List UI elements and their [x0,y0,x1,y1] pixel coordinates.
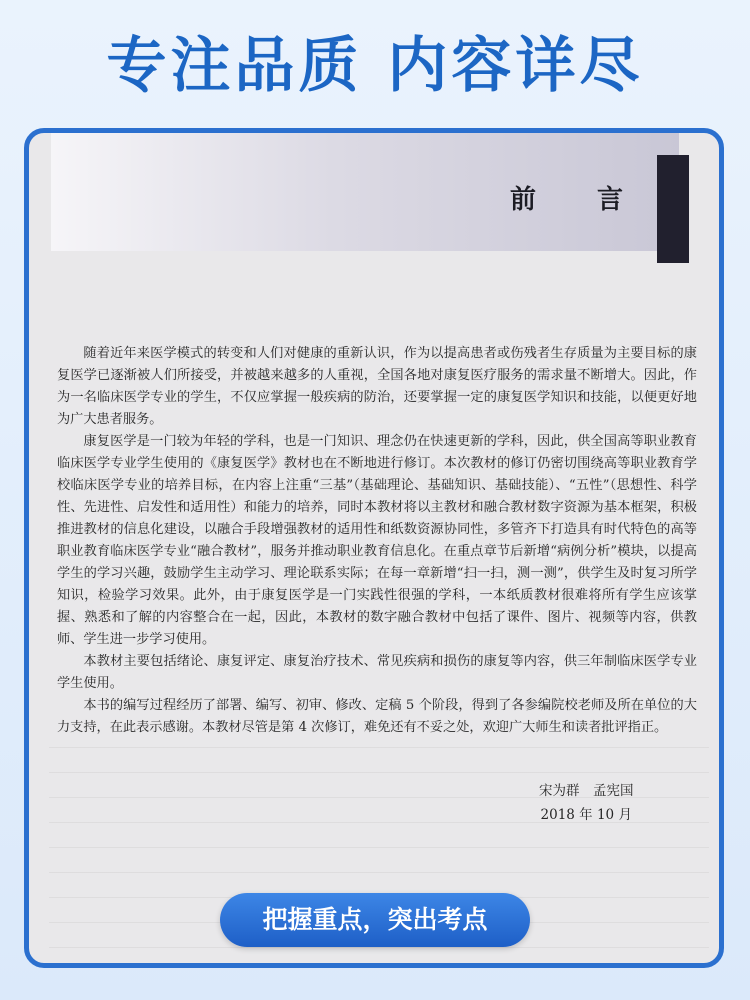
chapter-banner [51,133,679,251]
date: 2018 年 10 月 [540,807,632,823]
signature-block [539,779,634,827]
banner-dark-block [657,155,689,263]
section-title: 前 言 [509,185,649,215]
authors: 宋为群 孟宪国 [539,783,634,799]
paragraph-2: 康复医学是一门较为年轻的学科，也是一门知识、理念仍在快速更新的学科，因此，供全国高等职业教育临床医学专业学生使用的《康复医学》教材也在不断地进行修订。本次教材的修订仍密切围绕高等职业教育学校临床医学专业的培养目标，在内容上注重“三基”（基础理论、基础知识、基础技能）、“五性”（思想性、科学性、先进性、启发性和适用性）和能力的培养，同时本教材将以主教材和融合教材数字资源为基本框架，积极推进教材的信息化建设，以融合手段增强教材的适用性和纸数资源协同性，多管齐下打造具有时代特色的高等职业教育临床医学专业“融合教材”，服务并推动职业教育信息化。在重点章节后新增“病例分析”模块，以提高学生的学习兴趣，鼓励学生主动学习、理论联系实际；在每一章新增“扫一扫，测一测”，供学生及时复习所学知识，检验学习效果。此外，由于康复医学是一门实践性很强的学科，一本纸质教材很难将所有学生应该掌握、熟悉和了解的内容整合在一起，因此，本教材的数字融合教材中包括了课件、图片、视频等内容，供教师、学生进一步学习使用。 [57,434,697,647]
preface-body [57,343,697,739]
highlight-badge: 把握重点，突出考点 [220,893,530,947]
paragraph-3: 本教材主要包括绪论、康复评定、康复治疗技术、常见疾病和损伤的康复等内容，供三年制临床医学专业学生使用。 [57,654,697,691]
headline: 专注品质 内容详尽 [106,31,644,101]
paragraph-4: 本书的编写过程经历了部署、编写、初审、修改、定稿 5 个阶段，得到了各参编院校老师及所在单位的大力支持，在此表示感谢。本教材尽管是第 4 次修订，难免还有不妥之处，欢迎广大师生和读者批评指正。 [57,698,697,735]
paragraph-1: 随着近年来医学模式的转变和人们对健康的重新认识，作为以提高患者或伤残者生存质量为主要目标的康复医学已逐渐被人们所接受，并被越来越多的人重视，全国各地对康复医疗服务的需求量不断增大。因此，作为一名临床医学专业的学生，不仅应掌握一般疾病的防治，还要掌握一定的康复医学知识和技能，以便更好地为广大患者服务。 [57,346,697,427]
book-page-card [24,128,724,968]
